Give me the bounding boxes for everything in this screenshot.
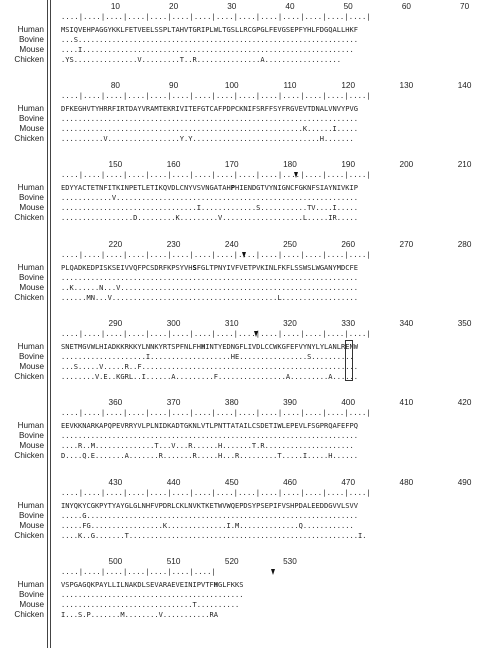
position-number: 400 <box>341 398 356 407</box>
position-number: 200 <box>399 160 414 169</box>
sequence-rows <box>61 183 358 223</box>
position-number: 160 <box>166 160 181 169</box>
position-number: 30 <box>227 2 237 11</box>
sequence-row: DFKEGHVTYHRRFIRTDAYVRAMTEKRIVITEFGTCAFPDPCKNIFSRFFSYFRGVEVTDNALVNVYPVG <box>61 104 358 113</box>
highlighted-histidine: H <box>213 580 218 589</box>
position-number: 380 <box>224 398 239 407</box>
position-number: 420 <box>457 398 472 407</box>
position-number: 110 <box>283 81 297 90</box>
position-number: 320 <box>283 319 297 328</box>
sequence-row: .YS...............V.........T..R...............A.................. <box>61 55 342 64</box>
position-number: 140 <box>457 81 472 90</box>
position-number: 290 <box>108 319 123 328</box>
sequence-row: ......MN...V.......................................L.................. <box>61 293 358 302</box>
position-number: 210 <box>457 160 472 169</box>
species-label: Mouse <box>19 441 44 450</box>
sequence-row: ...S.....V.....R..F................................................... <box>61 362 358 371</box>
position-number: 370 <box>166 398 181 407</box>
position-number: 470 <box>341 478 356 487</box>
position-number: 90 <box>169 81 179 90</box>
sequence-row: ....I................................................................ <box>61 45 354 54</box>
position-number: 450 <box>224 478 239 487</box>
species-label: Mouse <box>19 521 44 530</box>
position-number: 220 <box>108 240 123 249</box>
species-label: Bovine <box>18 511 44 520</box>
arrow-marker-icon <box>242 252 246 258</box>
position-number: 240 <box>224 240 239 249</box>
position-number: 490 <box>457 478 472 487</box>
species-label: Human <box>17 580 44 589</box>
position-numbers <box>0 240 472 250</box>
sequence-row: ...................................................................... <box>61 431 358 440</box>
position-numbers <box>0 81 472 91</box>
sequence-row: ...................................................................... <box>61 273 358 282</box>
position-number: 300 <box>166 319 181 328</box>
position-number: 530 <box>283 557 297 566</box>
species-label: Bovine <box>18 590 44 599</box>
position-number: 60 <box>401 2 411 11</box>
sequence-row: PLQADKEDPISKSEIVVQFPCSDRFKPSYVHSFGLTPNYIVFVETPVKINLFKFLSSWSLWGANYMDCFE <box>61 263 358 272</box>
position-number: 360 <box>108 398 123 407</box>
sequence-rows <box>61 501 366 541</box>
species-labels <box>0 342 46 382</box>
species-label: Bovine <box>18 273 44 282</box>
sequence-row: VSPGAGQKPAYLLILNAKDLSEVARAEVEINIPVTFHGLFKKS <box>61 580 244 589</box>
position-number: 510 <box>166 557 181 566</box>
ruler-ticks: ....|....|....|....|....|....|....|....|....|....|....|....|....|....| <box>61 12 371 21</box>
sequence-row: .........................................................K......I..... <box>61 124 358 133</box>
position-number: 190 <box>341 160 356 169</box>
sequence-row: ....K..G.......T......................................................I. <box>61 531 367 540</box>
position-number: 70 <box>460 2 470 11</box>
position-number: 440 <box>166 478 181 487</box>
position-number: 330 <box>341 319 356 328</box>
position-number: 230 <box>166 240 181 249</box>
species-label: Bovine <box>18 193 44 202</box>
arrow-marker-icon <box>294 172 298 178</box>
species-label: Human <box>17 25 44 34</box>
sequence-rows <box>61 25 358 65</box>
position-number: 460 <box>283 478 297 487</box>
position-number: 340 <box>399 319 414 328</box>
species-label: Mouse <box>19 362 44 371</box>
species-label: Chicken <box>14 55 44 64</box>
species-labels <box>0 25 46 65</box>
ruler-ticks: ....|....|....|....|....|....|....|....|....|....|....|....|....|....| <box>61 488 371 497</box>
sequence-row: ...............................T.......... <box>61 600 240 609</box>
sequence-row: .....G................................................................ <box>61 511 358 520</box>
species-label: Chicken <box>14 451 44 460</box>
position-number: 310 <box>224 319 239 328</box>
species-label: Bovine <box>18 114 44 123</box>
highlighted-histidine: H <box>201 342 206 351</box>
species-label: Chicken <box>14 213 44 222</box>
position-number: 250 <box>283 240 297 249</box>
species-label: Mouse <box>19 600 44 609</box>
sequence-row: ................................I.............S...........TV....I..... <box>61 203 358 212</box>
position-number: 150 <box>108 160 123 169</box>
position-number: 480 <box>399 478 414 487</box>
sequence-row: .....FG.................K..............I.M..............Q............ <box>61 521 354 530</box>
species-labels <box>0 501 46 541</box>
species-labels <box>0 263 46 303</box>
sequence-row: EDYYACTETNFITKINPETLETIKQVDLCNYVSVNGATAHPHIENDGTVYNIGNCFGKNFSIAYNIVKIP <box>61 183 359 192</box>
species-labels <box>0 104 46 144</box>
position-numbers <box>0 160 472 170</box>
species-label: Human <box>17 342 44 351</box>
sequence-row: SNETMGVWLHIADKKRKKYLNNKYRTSPFNLFHHINTYEDNGFLIVDLCCWKGFEFVYNYLYLANLRENW <box>61 342 358 351</box>
species-label: Chicken <box>14 372 44 381</box>
position-number: 10 <box>110 2 120 11</box>
position-number: 280 <box>457 240 472 249</box>
species-label: Bovine <box>18 352 44 361</box>
sequence-row: ...................................................................... <box>61 114 358 123</box>
species-label: Mouse <box>19 45 44 54</box>
sequence-row: ........V.E..KGRL..I......A.........F................A.........A...... <box>61 372 358 381</box>
sequence-row: ..K......N...V........................................................ <box>61 283 358 292</box>
species-label: Chicken <box>14 610 44 619</box>
ruler-ticks: ....|....|....|....|....|....|....|....|....|....|....|....|....|....| <box>61 250 371 259</box>
sequence-row: ..........V.................Y.Y..............................H....... <box>61 134 354 143</box>
ruler-ticks: ....|....|....|....|....|....|....| <box>61 567 216 576</box>
highlighted-histidine: P <box>230 183 235 192</box>
position-number: 50 <box>343 2 353 11</box>
arrow-marker-icon <box>271 569 275 575</box>
species-label: Mouse <box>19 124 44 133</box>
sequence-row: EEVKKNARKAPQPEVRRYVLPLNIDKADTGKNLVTLPNTTATAILCSDETIWLEPEVLFSGPRQAFEFPQ <box>61 421 358 430</box>
species-label: Human <box>17 501 44 510</box>
sequence-rows <box>61 342 358 382</box>
sequence-rows <box>61 263 358 303</box>
position-number: 500 <box>108 557 123 566</box>
position-numbers <box>0 398 472 408</box>
sequence-row: ............V......................................................... <box>61 193 358 202</box>
species-label: Mouse <box>19 203 44 212</box>
species-label: Chicken <box>14 134 44 143</box>
species-labels <box>0 183 46 223</box>
boxed-column <box>345 340 353 381</box>
species-label: Human <box>17 104 44 113</box>
position-numbers <box>0 2 470 12</box>
ruler-ticks: ....|....|....|....|....|....|....|....|....|....|....|....|....|....| <box>61 329 371 338</box>
position-number: 40 <box>285 2 295 11</box>
position-number: 270 <box>399 240 414 249</box>
ruler-ticks: ....|....|....|....|....|....|....|....|....|....|....|....|....|....| <box>61 91 371 100</box>
species-label: Human <box>17 183 44 192</box>
species-label: Bovine <box>18 431 44 440</box>
sequence-row: ...S.................................................................. <box>61 35 358 44</box>
position-number: 390 <box>283 398 297 407</box>
sequence-row: ....................I...................HE................S.......... <box>61 352 354 361</box>
position-numbers <box>0 478 472 488</box>
sequence-row: ....R..M..............T...V...R......H.......T.R..................... <box>61 441 354 450</box>
position-numbers <box>0 319 472 329</box>
sequence-row: I...S.P.......M........V...........RA <box>61 610 218 619</box>
species-label: Human <box>17 421 44 430</box>
sequence-rows <box>61 580 243 620</box>
sequence-rows <box>61 421 358 461</box>
species-label: Chicken <box>14 531 44 540</box>
ruler-ticks: ....|....|....|....|....|....|....|....|....|....|....|....|....|....| <box>61 170 371 179</box>
sequence-row: D....Q.E.......A.......R.......R.....H...R.........T.....I.....H...... <box>61 451 358 460</box>
sequence-row: INYQKYCGKPYTYAYGLGLNHFVPDRLCKLNVKTKETWVWQEPDSYPSEPIFVSHPDALEEDDGVVLSVV <box>61 501 358 510</box>
position-number: 80 <box>110 81 120 90</box>
sequence-row: MSIQVEHPAGGYKKLFETVEELSSPLTAHVTGRIPLWLTGSLLRCGPGLFEVGSEPFYHLFDGQALLHKF <box>61 25 358 34</box>
position-number: 520 <box>224 557 239 566</box>
species-label: Bovine <box>18 35 44 44</box>
species-label: Human <box>17 263 44 272</box>
species-label: Chicken <box>14 293 44 302</box>
position-number: 20 <box>169 2 179 11</box>
ruler-ticks: ....|....|....|....|....|....|....|....|....|....|....|....|....|....| <box>61 408 371 417</box>
species-label: Mouse <box>19 283 44 292</box>
position-number: 130 <box>399 81 414 90</box>
position-number: 170 <box>224 160 239 169</box>
position-number: 180 <box>283 160 297 169</box>
position-number: 120 <box>341 81 356 90</box>
position-numbers <box>0 557 420 567</box>
sequence-rows <box>61 104 358 144</box>
position-number: 100 <box>224 81 239 90</box>
position-number: 260 <box>341 240 356 249</box>
highlighted-histidine: S <box>192 263 197 272</box>
arrow-marker-icon <box>254 331 258 337</box>
sequence-row: .................D.........K.........V...................L.....IR..... <box>61 213 358 222</box>
species-labels <box>0 580 46 620</box>
position-number: 410 <box>399 398 414 407</box>
species-labels <box>0 421 46 461</box>
sequence-row: ........................................... <box>61 590 244 599</box>
position-number: 430 <box>108 478 123 487</box>
position-number: 350 <box>457 319 472 328</box>
